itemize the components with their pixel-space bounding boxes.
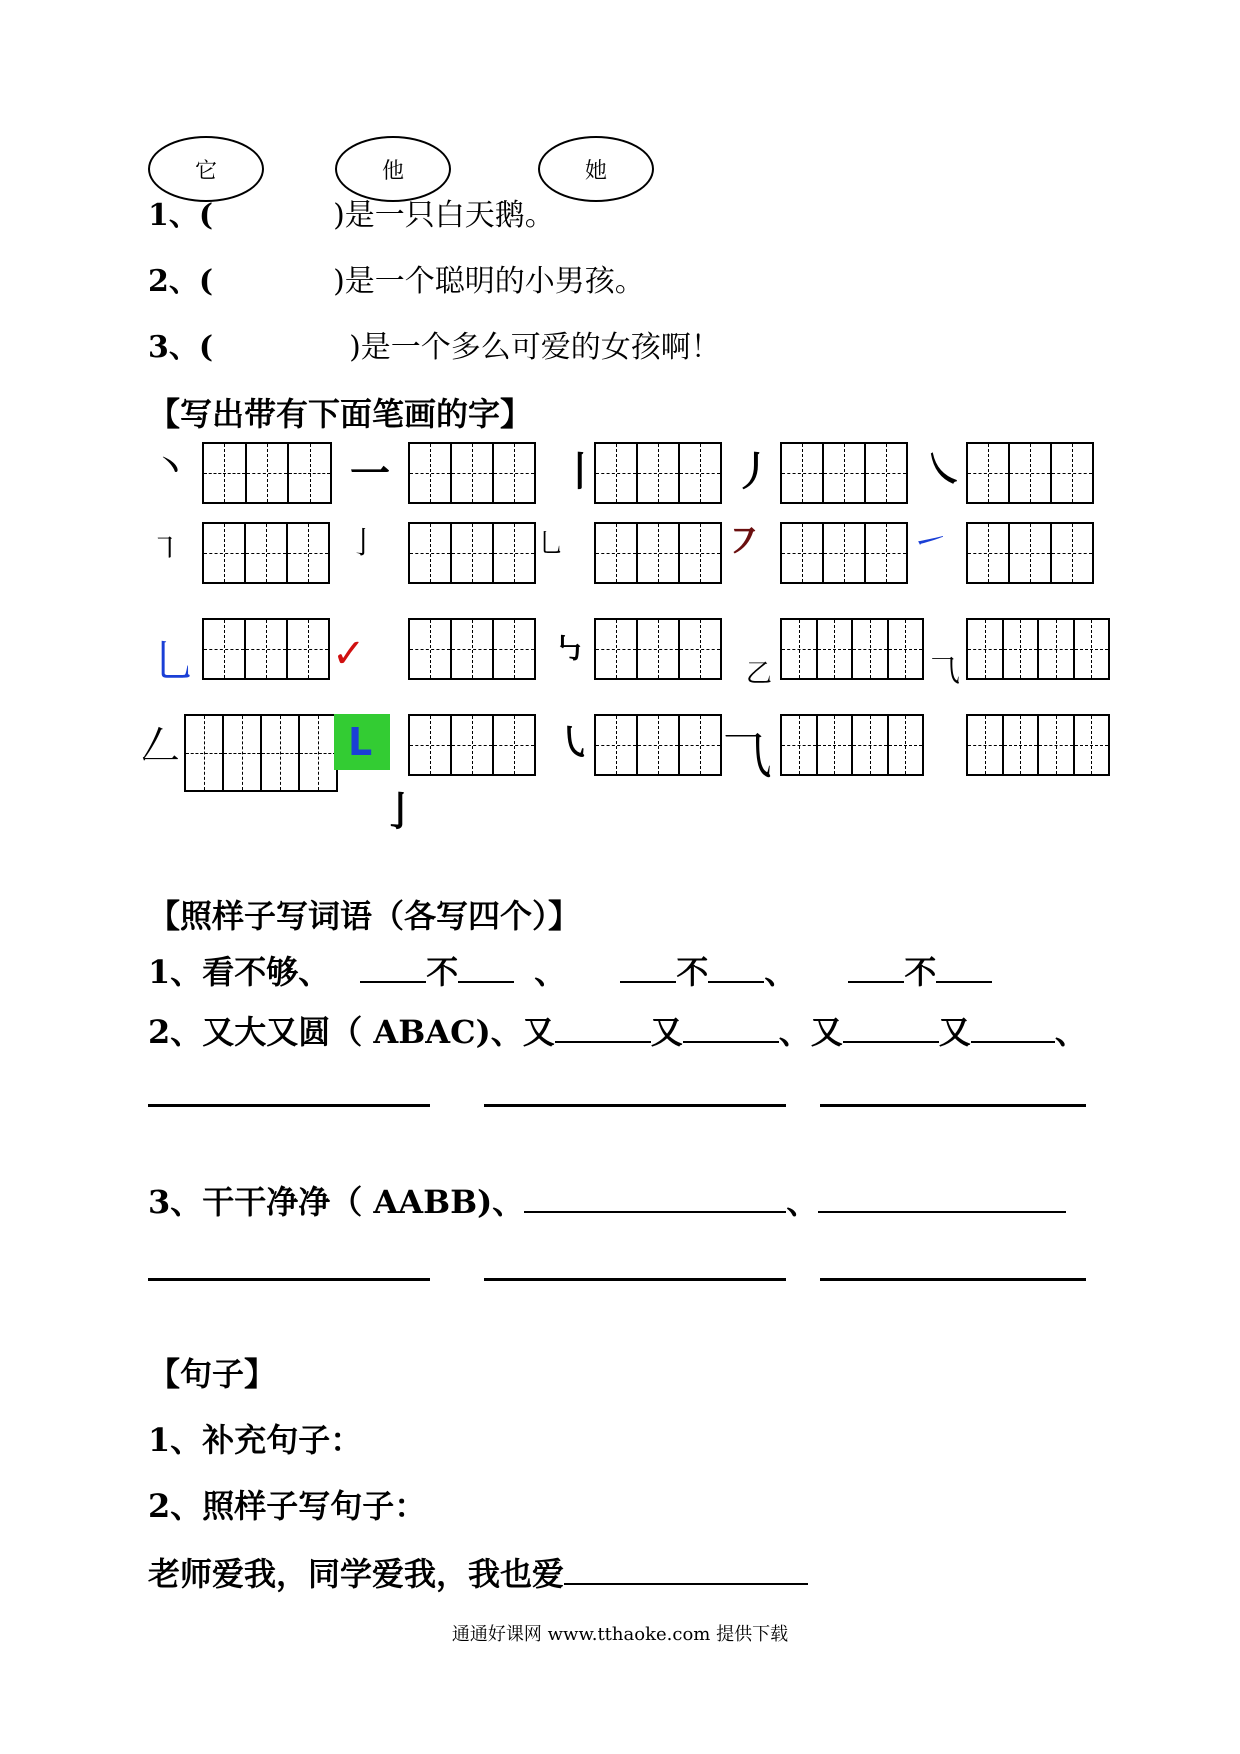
fixed-char: 又 [650, 1013, 683, 1051]
stroke-xiegou-icon: ⺄ [722, 727, 772, 785]
tian-grid[interactable] [202, 618, 330, 680]
blank-line[interactable] [555, 1011, 651, 1043]
word-row-1: 1、看不够、 不 、 不 、 不 [148, 950, 992, 994]
blank-line[interactable] [843, 1011, 939, 1043]
pronoun-label: 它 [194, 158, 217, 184]
tian-grid[interactable] [408, 522, 536, 584]
sentence-item-2: 2、照样子写句子： [148, 1487, 427, 1525]
tian-grid[interactable] [594, 714, 722, 776]
stroke-hengpie-icon: ㇀ [910, 519, 950, 565]
answer-line[interactable] [484, 1278, 786, 1281]
stroke-yi-icon: 乙 [746, 659, 773, 689]
tian-grid[interactable] [780, 618, 924, 680]
stroke-na-icon: ㇏ [924, 447, 964, 493]
tian-grid[interactable] [966, 618, 1110, 680]
word-row-2: 2、又大又圆（ ABAC)、又 又 、又 又 、 [148, 1013, 1087, 1051]
fixed-char: 不 [426, 953, 459, 991]
tian-grid[interactable] [408, 442, 536, 504]
blank-line[interactable] [360, 951, 426, 983]
sentence-number: 1、( [148, 198, 214, 233]
stroke-shuwangou-icon: 乚 [152, 636, 196, 687]
answer-line[interactable] [148, 1104, 430, 1107]
stroke-shu-icon: 丨 [560, 449, 600, 495]
stroke-hengzhegou-icon: ㇇ [724, 519, 764, 565]
blank-line[interactable] [564, 1553, 808, 1585]
pronoun-oval-2 [335, 136, 451, 202]
stroke-shugou-icon: 亅 [348, 526, 378, 561]
tian-grid[interactable] [184, 714, 338, 792]
answer-line[interactable] [820, 1104, 1086, 1107]
paren-close: ) [333, 264, 345, 299]
tian-grid[interactable] [966, 442, 1094, 504]
fixed-char: 不 [904, 953, 937, 991]
sentence-example-text: 老师爱我，同学爱我，我也爱 [148, 1555, 565, 1593]
sentence-number: 3、( [148, 330, 214, 365]
tian-grid[interactable] [966, 522, 1094, 584]
sentence-text: 是一个多么可爱的女孩啊！ [360, 330, 721, 365]
tian-grid[interactable] [780, 442, 908, 504]
footer-credit: 通通好课网 www.tthaoke.com 提供下载 [451, 1624, 789, 1645]
blank-line[interactable] [936, 951, 992, 983]
tian-grid[interactable] [966, 714, 1110, 776]
tian-grid[interactable] [780, 714, 924, 776]
fill-sentence-2 [148, 262, 645, 302]
sentence-example [148, 1552, 808, 1596]
word-row-label: 2、又大又圆（ ABAC)、 [148, 1013, 523, 1051]
stroke-hengzhe-icon: ㇕ [150, 532, 180, 567]
blank-line[interactable] [524, 1181, 786, 1213]
paren-close: ) [333, 198, 345, 233]
stroke-hengxiegou-icon: ⺄ [930, 654, 960, 689]
blank-line[interactable] [971, 1011, 1055, 1043]
blank-line[interactable] [458, 951, 514, 983]
answer-line[interactable] [148, 1278, 430, 1281]
tian-grid[interactable] [202, 442, 332, 504]
pronoun-oval-3 [538, 136, 654, 202]
tian-grid[interactable] [408, 618, 536, 680]
sentence-text: 是一只白天鹅。 [344, 198, 555, 233]
pronoun-label: 他 [381, 158, 404, 184]
sentence-text: 是一个聪明的小男孩。 [344, 264, 645, 299]
pronoun-label: 她 [584, 158, 607, 184]
blank-line[interactable] [818, 1181, 1066, 1213]
stroke-hengzhezhegou-icon: ㇉ [554, 632, 584, 667]
stroke-pie-icon: 丿 [734, 449, 774, 495]
answer-line[interactable] [484, 1104, 786, 1107]
stroke-wangou-icon: ㇂ [556, 723, 593, 764]
fixed-char: 又 [810, 1013, 843, 1051]
stroke-heng-icon: 一 [350, 451, 390, 497]
fixed-char: 又 [522, 1013, 555, 1051]
blank-line[interactable] [683, 1011, 779, 1043]
fixed-char: 不 [676, 953, 709, 991]
answer-line[interactable] [820, 1278, 1086, 1281]
tian-grid[interactable] [202, 522, 330, 584]
sentence-number: 2、( [148, 264, 214, 299]
stroke-dot-icon: 丶 [150, 445, 190, 491]
paren-close: ) [349, 330, 361, 365]
section-title-strokes: 【写出带有下面笔画的字】 [148, 395, 533, 433]
section-title-sentences: 【句子】 [148, 1355, 277, 1393]
blank-line[interactable] [708, 951, 764, 983]
stroke-ti-icon: ✓ [332, 631, 366, 677]
tian-grid[interactable] [780, 522, 908, 584]
fill-sentence-3 [148, 328, 721, 368]
pronoun-oval-1 [148, 136, 264, 202]
stroke-shuti-icon: L [348, 720, 373, 764]
blank-line[interactable] [848, 951, 904, 983]
fill-sentence-1 [148, 196, 555, 236]
tian-grid[interactable] [594, 618, 722, 680]
tian-grid[interactable] [594, 442, 722, 504]
sentence-item-1: 1、补充句子： [148, 1421, 363, 1459]
blank-line[interactable] [620, 951, 676, 983]
word-row-3: 3、干干净净（ AABB)、 、 [148, 1180, 1066, 1224]
tian-grid[interactable] [594, 522, 722, 584]
stroke-piedian-icon: 𠃋 [140, 723, 180, 769]
word-row-label: 1、看不够、 [148, 953, 331, 991]
stroke-shuwan-icon: 乚 [538, 529, 565, 559]
fixed-char: 又 [938, 1013, 971, 1051]
section-title-words: 【照样子写词语（各写四个）】 [148, 897, 581, 935]
tian-grid[interactable] [408, 714, 536, 776]
word-row-label: 3、干干净净（ AABB)、 [148, 1183, 525, 1221]
stroke-piedian-2-icon: 亅 [380, 789, 420, 835]
